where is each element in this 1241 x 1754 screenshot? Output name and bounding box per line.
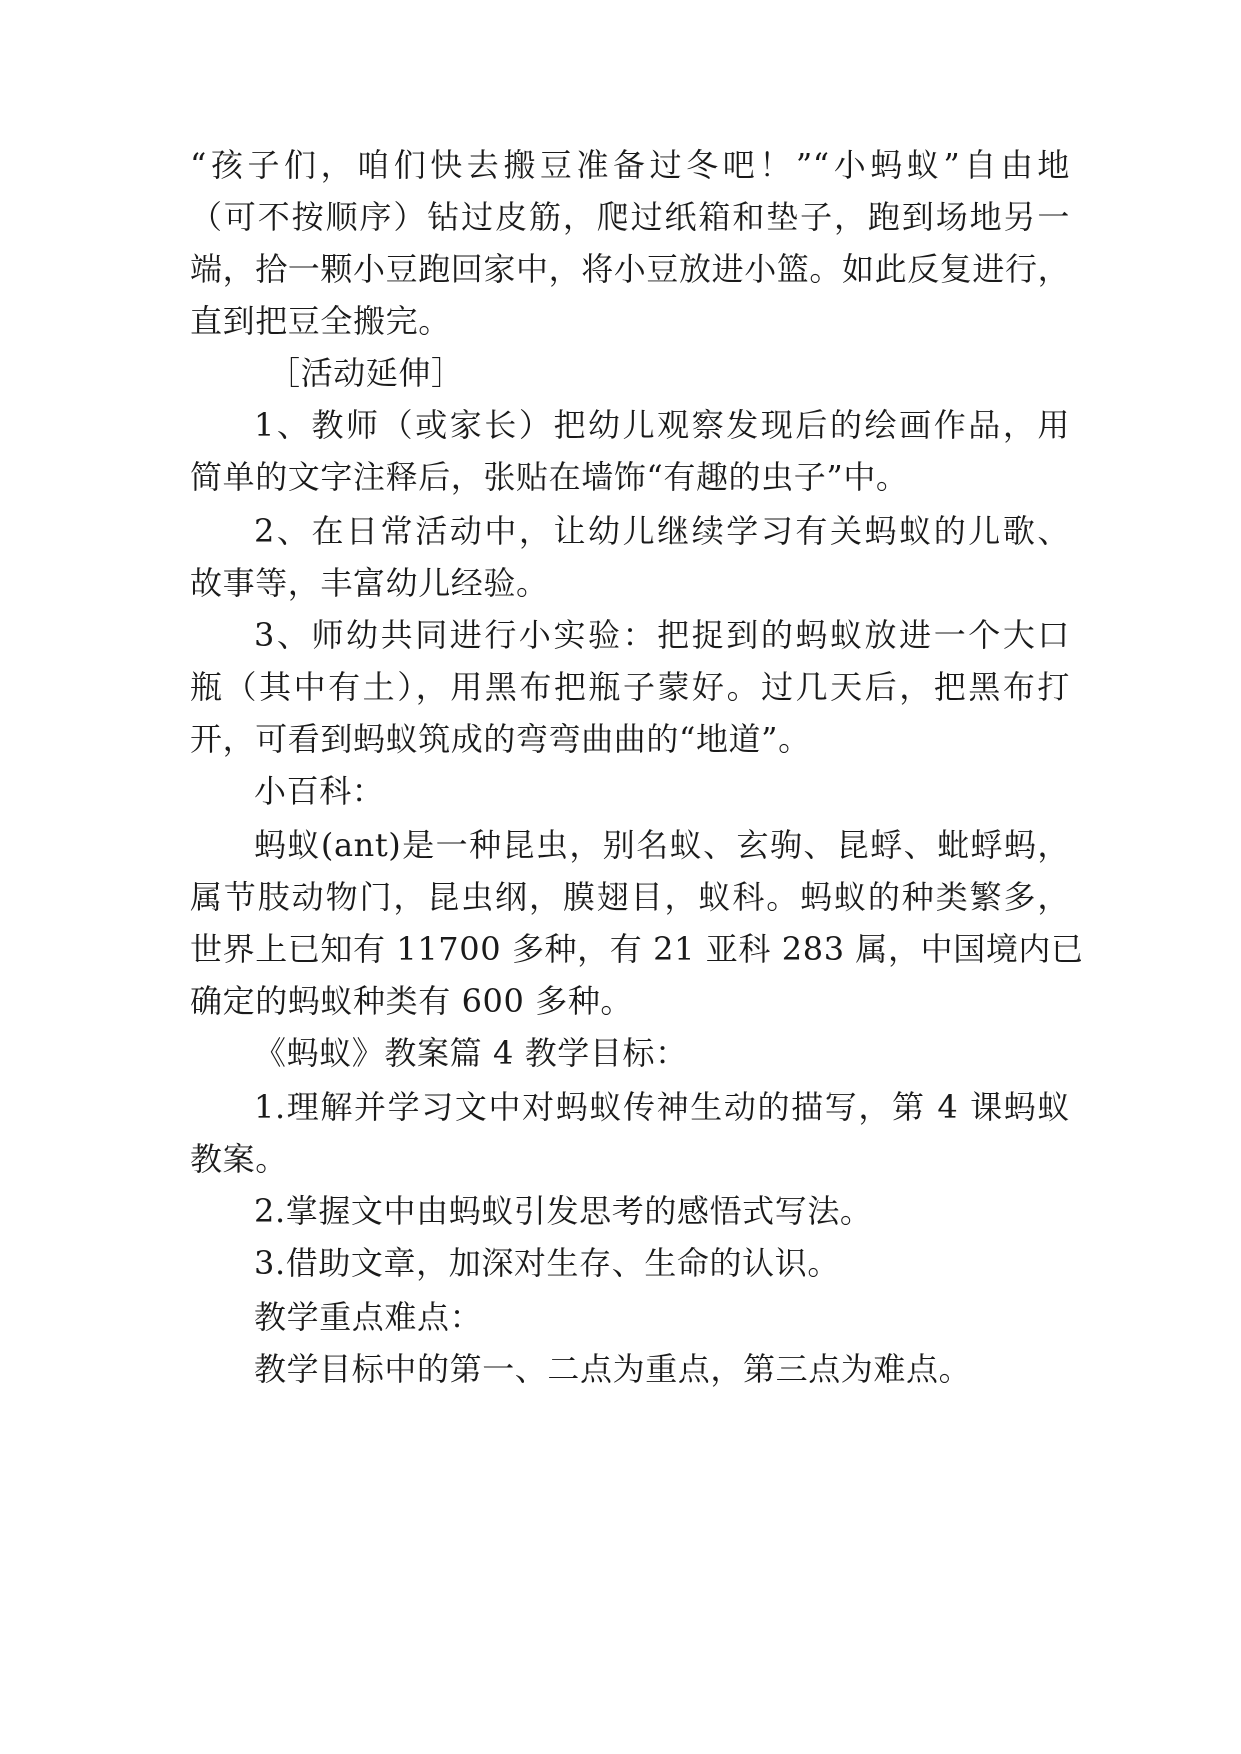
list-item-line: 1、教师（或家长）把幼儿观察发现后的绘画作品，用 — [254, 406, 1070, 444]
paragraph-line: （可不按顺序）钻过皮筋，爬过纸箱和垫子，跑到场地另一 — [190, 198, 1070, 236]
section-heading: ［活动延伸］ — [268, 354, 464, 392]
section-heading: 教学重点难点： — [254, 1298, 483, 1336]
list-item-line: 2.掌握文中由蚂蚁引发思考的感悟式写法。 — [254, 1192, 873, 1230]
list-item-line: 2、在日常活动中，让幼儿继续学习有关蚂蚁的儿歌、 — [254, 512, 1070, 550]
section-heading: 《蚂蚁》教案篇 4 教学目标： — [254, 1034, 688, 1072]
list-item-line: 1.理解并学习文中对蚂蚁传神生动的描写，第 4 课蚂蚁 — [254, 1088, 1070, 1126]
list-item-line: 简单的文字注释后，张贴在墙饰“有趣的虫子”中。 — [190, 458, 909, 496]
paragraph-line: 确定的蚂蚁种类有 600 多种。 — [190, 982, 634, 1020]
list-item-line: 3.借助文章，加深对生存、生命的认识。 — [254, 1244, 840, 1282]
paragraph-line: 世界上已知有 11700 多种，有 21 亚科 283 属，中国境内已 — [190, 930, 1084, 968]
section-heading: 小百科： — [254, 772, 385, 810]
list-item-line: 教案。 — [190, 1140, 288, 1178]
list-item-line: 开，可看到蚂蚁筑成的弯弯曲曲的“地道”。 — [190, 720, 811, 758]
paragraph-line: “孩子们，咱们快去搬豆准备过冬吧！”“小蚂蚁”自由地 — [190, 146, 1070, 184]
paragraph-line: 教学目标中的第一、二点为重点，第三点为难点。 — [254, 1350, 972, 1388]
paragraph-line: 蚂蚁(ant)是一种昆虫，别名蚁、玄驹、昆蜉、蚍蜉蚂， — [254, 826, 1070, 864]
paragraph-line: 属节肢动物门，昆虫纲，膜翅目，蚁科。蚂蚁的种类繁多， — [190, 878, 1070, 916]
list-item-line: 故事等，丰富幼儿经验。 — [190, 564, 549, 602]
paragraph-line: 端，拾一颗小豆跑回家中，将小豆放进小篮。如此反复进行， — [190, 250, 1071, 288]
paragraph-line: 直到把豆全搬完。 — [190, 302, 451, 340]
list-item-line: 3、师幼共同进行小实验：把捉到的蚂蚁放进一个大口 — [254, 616, 1070, 654]
list-item-line: 瓶（其中有土），用黑布把瓶子蒙好。过几天后，把黑布打 — [190, 668, 1070, 706]
